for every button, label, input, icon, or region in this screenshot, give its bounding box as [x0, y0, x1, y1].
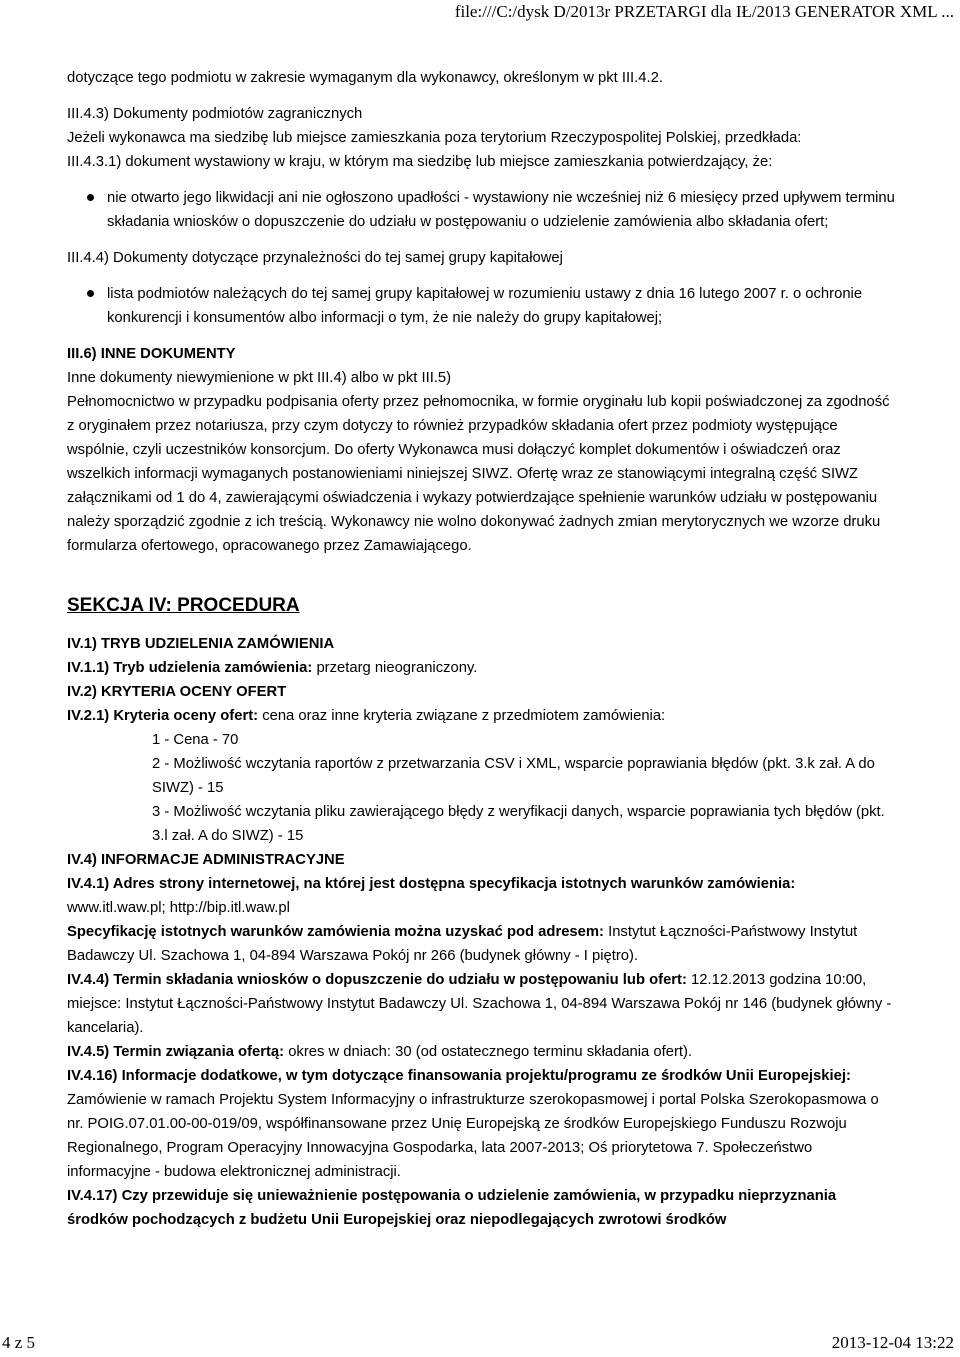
browser-print-header-path: file:///C:/dysk D/2013r PRZETARGI dla IŁ/2013 GENERATOR XML ...	[454, 2, 954, 21]
paragraph: dotyczące tego podmiotu w zakresie wymaganym dla wykonawcy, określonym w pkt III.4.2.	[67, 70, 663, 86]
paragraph: Jeżeli wykonawca ma siedzibę lub miejsce zamieszkania poza terytorium Rzeczypospolitej Polskiej, przedkłada:	[67, 130, 802, 146]
page-number: 4 z 5	[2, 1333, 36, 1352]
field-label: IV.4.16) Informacje dodatkowe, w tym dotyczące finansowania projektu/programu ze środków Unii Europejskiej:	[67, 1068, 851, 1084]
field-value: 12.12.2013 godzina 10:00, miejsce: Instytut Łączności-Państwowy Instytut Badawczy Ul. Szachowa 1, 04-894 Warszawa Pokój nr 146 (budynek główny - kancelaria).	[67, 972, 892, 1036]
criterion-item: 1 - Cena - 70	[152, 732, 239, 748]
heading-administrative: IV.4) INFORMACJE ADMINISTRACYJNE	[67, 852, 345, 868]
paragraph: Inne dokumenty niewymienione w pkt III.4) albo w pkt III.5)	[67, 370, 452, 386]
document-body	[67, 66, 897, 1232]
field-value: cena oraz inne kryteria związane z przedmiotem zamówienia:	[258, 708, 666, 724]
field-value: okres w dniach: 30 (od ostatecznego terminu składania ofert).	[284, 1044, 693, 1060]
paragraph-power-of-attorney: Pełnomocnictwo w przypadku podpisania oferty przez pełnomocnika, w formie oryginału lub kopii poświadczonej za zgodność z oryginałem przez notariusza, przy czym dotyczy to również przypadków składania ofert przez podmioty występujące wspólnie, czyli uczestników konsorcjum. Do oferty Wykonawca musi dołączyć komplet dokumentów i oświadczeń oraz wszelkich informacji wymaganych postanowieniami niniejszej SIWZ. Ofertę wraz ze stanowiącymi integralną część SIWZ załącznikami od 1 do 4, zawierającymi oświadczenia i wykazy potwierdzające spełnienie warunków udziału w postępowaniu należy sporządzić zgodnie z ich treścią. Wykonawcy nie wolno dokonywać żadnych zmian merytorycznych we wzorze druku formularza ofertowego, opracowanego przez Zamawiającego.	[67, 394, 890, 554]
heading-criteria: IV.2) KRYTERIA OCENY OFERT	[67, 684, 287, 700]
heading-other-documents: III.6) INNE DOKUMENTY	[67, 346, 236, 362]
paragraph: III.4.3.1) dokument wystawiony w kraju, w którym ma siedzibę lub miejsce zamieszkania potwierdzający, że:	[67, 154, 773, 170]
website-url: www.itl.waw.pl; http://bip.itl.waw.pl	[67, 900, 290, 916]
field-label: IV.4.4) Termin składania wniosków o dopuszczenie do udziału w postępowaniu lub ofert:	[67, 972, 687, 988]
field-value: Zamówienie w ramach Projektu System Informacyjny o infrastrukturze szerokopasmowej i portal Polska Szerokopasmowa o nr. POIG.07.01.00-00-019/09, współfinansowane przez Unię Europejską ze środków Europejskiego Funduszu Rozwoju Regionalnego, Program Operacyjny Innowacyjna Gospodarka, lata 2007-2013; Oś priorytetowa 7. Społeczeństwo informacyjne - budowa elektronicznej administracji.	[67, 1092, 879, 1180]
field-label: IV.4.17) Czy przewiduje się unieważnienie postępowania o udzielenie zamówienia, w przypadku nieprzyznania środków pochodzących z budżetu Unii Europejskiej oraz niepodlegających zwrotowi środków	[67, 1188, 837, 1228]
section-title: SEKCJA IV: PROCEDURA	[67, 595, 300, 616]
field-label: IV.1.1) Tryb udzielenia zamówienia:	[67, 660, 313, 676]
heading-procedure-mode: IV.1) TRYB UDZIELENIA ZAMÓWIENIA	[67, 636, 335, 652]
criterion-item: 3 - Możliwość wczytania pliku zawierającego błędy z weryfikacji danych, wsparcie poprawiania tych błędów (pkt. 3.l zał. A do SIWZ) - 15	[152, 804, 885, 844]
field-label: IV.2.1) Kryteria oceny ofert:	[67, 708, 259, 724]
bullet-item: nie otwarto jego likwidacji ani nie ogłoszono upadłości - wystawiony nie wcześniej niż 6 miesięcy przed upływem terminu składania wniosków o dopuszczenie do udziału w postępowaniu o udzielenie zamówienia albo składania ofert;	[67, 186, 897, 234]
print-datetime: 2013-12-04 13:22	[831, 1333, 954, 1352]
field-label: IV.4.5) Termin związania ofertą:	[67, 1044, 285, 1060]
subheading-foreign-docs: III.4.3) Dokumenty podmiotów zagranicznych	[67, 106, 363, 122]
bullet-item: lista podmiotów należących do tej samej grupy kapitałowej w rozumieniu ustawy z dnia 16 lutego 2007 r. o ochronie konkurencji i konsumentów albo informacji o tym, że nie należy do grupy kapitałowej;	[67, 282, 897, 330]
field-label: IV.4.1) Adres strony internetowej, na której jest dostępna specyfikacja istotnych warunków zamówienia:	[67, 876, 796, 892]
field-value: przetarg nieograniczony.	[312, 660, 478, 676]
subheading-capital-group: III.4.4) Dokumenty dotyczące przynależności do tej samej grupy kapitałowej	[67, 250, 563, 266]
criterion-item: 2 - Możliwość wczytania raportów z przetwarzania CSV i XML, wsparcie poprawiania błędów (pkt. 3.k zał. A do SIWZ) - 15	[152, 756, 875, 796]
field-value: Instytut Łączności-Państwowy Instytut Badawczy Ul. Szachowa 1, 04-894 Warszawa Pokój nr 266 (budynek główny - I piętro).	[67, 924, 858, 964]
field-label: Specyfikację istotnych warunków zamówienia można uzyskać pod adresem:	[67, 924, 604, 940]
